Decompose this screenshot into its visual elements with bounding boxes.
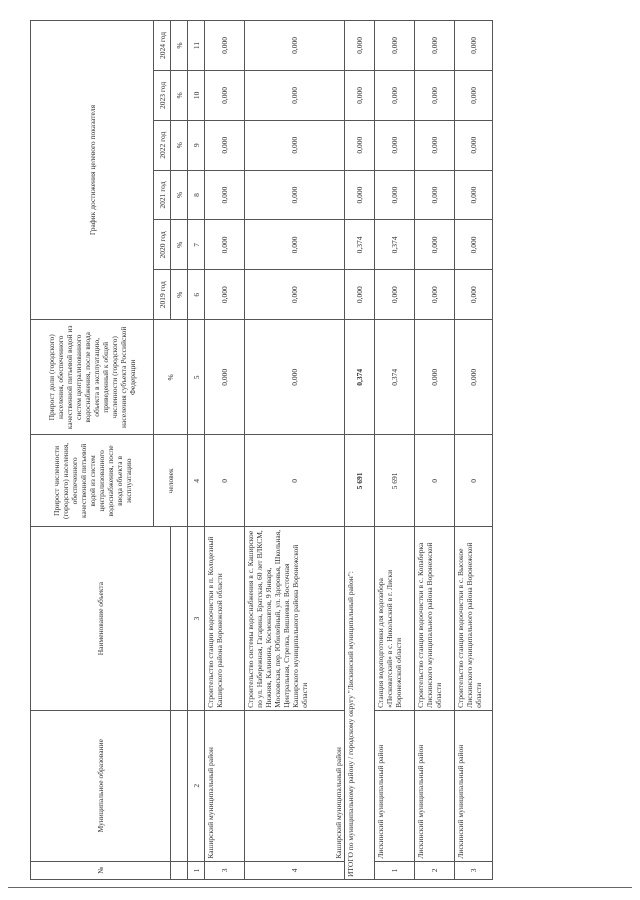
row-2021: 0,000: [455, 170, 493, 220]
year-2020: 2020 год: [154, 220, 171, 270]
row-2024: 0,000: [205, 21, 245, 71]
row-num: 2: [415, 861, 455, 879]
rotated-table-container: [30, 20, 610, 880]
row-object: Станция водоподготовки для водозабора «Песковатский» в с. Никольский в г. Лиски Воронежской области: [375, 527, 415, 711]
page-bottom-rule: [8, 887, 632, 888]
header-num: №: [31, 861, 171, 879]
row-2024: 0,000: [245, 21, 345, 71]
year-2024: 2024 год: [154, 21, 171, 71]
row-2021: 0,000: [245, 170, 345, 220]
row-2022: 0,000: [415, 120, 455, 170]
colnum: 6: [188, 270, 205, 320]
total-share: 0,374: [345, 320, 375, 435]
row-2019: 0,000: [455, 270, 493, 320]
row-2020: 0,000: [205, 220, 245, 270]
row-num: 3: [455, 861, 493, 879]
table-row: [245, 21, 345, 880]
row-municipality: Лискинский муниципальный район: [455, 710, 493, 861]
colnum: 2: [188, 710, 205, 861]
unit-pct: %: [154, 320, 188, 435]
colnum: 5: [188, 320, 205, 435]
row-people: 0: [415, 435, 455, 527]
row-num: 1: [375, 861, 415, 879]
row-object: Строительство станции водоочистки в п. Колодезный Каширского района Воронежской области: [205, 527, 245, 711]
row-municipality: Каширский муниципальный район: [205, 710, 245, 861]
row-people: 0: [245, 435, 345, 527]
pct-2023: %: [171, 70, 188, 120]
row-share: 0,374: [375, 320, 415, 435]
year-2019: 2019 год: [154, 270, 171, 320]
row-2022: 0,000: [205, 120, 245, 170]
blank-cell: [171, 710, 188, 861]
row-share: 0,000: [415, 320, 455, 435]
table-row: [455, 21, 493, 880]
header-growth-people: Прирост численности (городского) населения, обеспеченного качественной питьевой водой из систем централизованного водоснабжения, после ввода объекта в эксплуатацию: [31, 435, 154, 527]
row-2021: 0,000: [205, 170, 245, 220]
colnum: 7: [188, 220, 205, 270]
pct-2022: %: [171, 120, 188, 170]
row-object: Строительство станции водоочистки в с. Высокое Лискинского муниципального района Воронежской области: [455, 527, 493, 711]
row-share: 0,000: [205, 320, 245, 435]
row-people: 0: [205, 435, 245, 527]
row-2024: 0,000: [415, 21, 455, 71]
blank-cell: [171, 861, 188, 879]
row-2019: 0,000: [245, 270, 345, 320]
row-2020: 0,000: [245, 220, 345, 270]
total-2022: 0,000: [345, 120, 375, 170]
year-2023: 2023 год: [154, 70, 171, 120]
row-2021: 0,000: [375, 170, 415, 220]
row-2023: 0,000: [375, 70, 415, 120]
year-2022: 2022 год: [154, 120, 171, 170]
row-2022: 0,000: [245, 120, 345, 170]
row-2023: 0,000: [415, 70, 455, 120]
row-2019: 0,000: [375, 270, 415, 320]
table-row: [375, 21, 415, 880]
header-municipality: Муниципальное образование: [31, 710, 171, 861]
row-share: 0,000: [455, 320, 493, 435]
total-2020: 0,374: [345, 220, 375, 270]
colnum: 8: [188, 170, 205, 220]
row-object: Строительство станции водоочистки в с. Копаберка Лискинского муниципального района Воронежской области: [415, 527, 455, 711]
table-row: [205, 21, 245, 880]
row-num: 3: [205, 861, 245, 879]
colnum: 3: [188, 527, 205, 711]
colnum: 4: [188, 435, 205, 527]
row-people: 5 691: [375, 435, 415, 527]
total-people: 5 691: [345, 435, 375, 527]
indicator-table: [30, 20, 493, 880]
row-2023: 0,000: [455, 70, 493, 120]
row-2022: 0,000: [375, 120, 415, 170]
header-schedule: График достижения целевого показателя: [31, 21, 154, 320]
total-2024: 0,000: [345, 21, 375, 71]
row-2023: 0,000: [205, 70, 245, 120]
blank-cell: [171, 527, 188, 711]
row-2020: 0,000: [455, 220, 493, 270]
header-object: Наименование объекта: [31, 527, 171, 711]
row-2023: 0,000: [245, 70, 345, 120]
pct-2019: %: [171, 270, 188, 320]
colnum: 10: [188, 70, 205, 120]
pct-2021: %: [171, 170, 188, 220]
row-2019: 0,000: [415, 270, 455, 320]
row-2022: 0,000: [455, 120, 493, 170]
row-2024: 0,000: [375, 21, 415, 71]
year-2021: 2021 год: [154, 170, 171, 220]
header-growth-share: Прирост доли (городского) населения, обеспеченного качественной питьевой водой из систем централизованного водоснабжения, после ввода объекта в эксплуатацию, приведенный к общей численности (городского) населения субъекта Российской Федерации: [31, 320, 154, 435]
total-row: [345, 21, 375, 880]
colnum: 1: [188, 861, 205, 879]
row-num: 4: [245, 861, 345, 879]
row-object: Строительство системы водоснабжения в с. Каширское по ул. Набережная, Гагарина, Братская, 60 лет ВЛКСМ, Нижняя, Калинина, Космонавтов, 9 Января, Московская, пер. Юбилейный, ул. Здоровья, Школьная, Центральная, Стрелка, Вишневая. Восточная Каширского муниципального района Воронежской области: [245, 527, 345, 711]
row-municipality: Лискинский муниципальный район: [415, 710, 455, 861]
total-2019: 0,000: [345, 270, 375, 320]
total-label: ИТОГО по муниципальному району / городскому округу "Лискинский муниципальный район":: [345, 527, 375, 880]
pct-2024: %: [171, 21, 188, 71]
row-municipality: Лискинский муниципальный район: [375, 710, 415, 861]
colnum: 9: [188, 120, 205, 170]
row-people: 0: [455, 435, 493, 527]
row-share: 0,000: [245, 320, 345, 435]
row-2020: 0,374: [375, 220, 415, 270]
row-2021: 0,000: [415, 170, 455, 220]
total-2021: 0,000: [345, 170, 375, 220]
colnum: 11: [188, 21, 205, 71]
row-2024: 0,000: [455, 21, 493, 71]
pct-2020: %: [171, 220, 188, 270]
row-2019: 0,000: [205, 270, 245, 320]
row-municipality: Каширский муниципальный район: [245, 710, 345, 861]
row-2020: 0,000: [415, 220, 455, 270]
total-2023: 0,000: [345, 70, 375, 120]
table-row: [415, 21, 455, 880]
unit-people: человек: [154, 435, 188, 527]
